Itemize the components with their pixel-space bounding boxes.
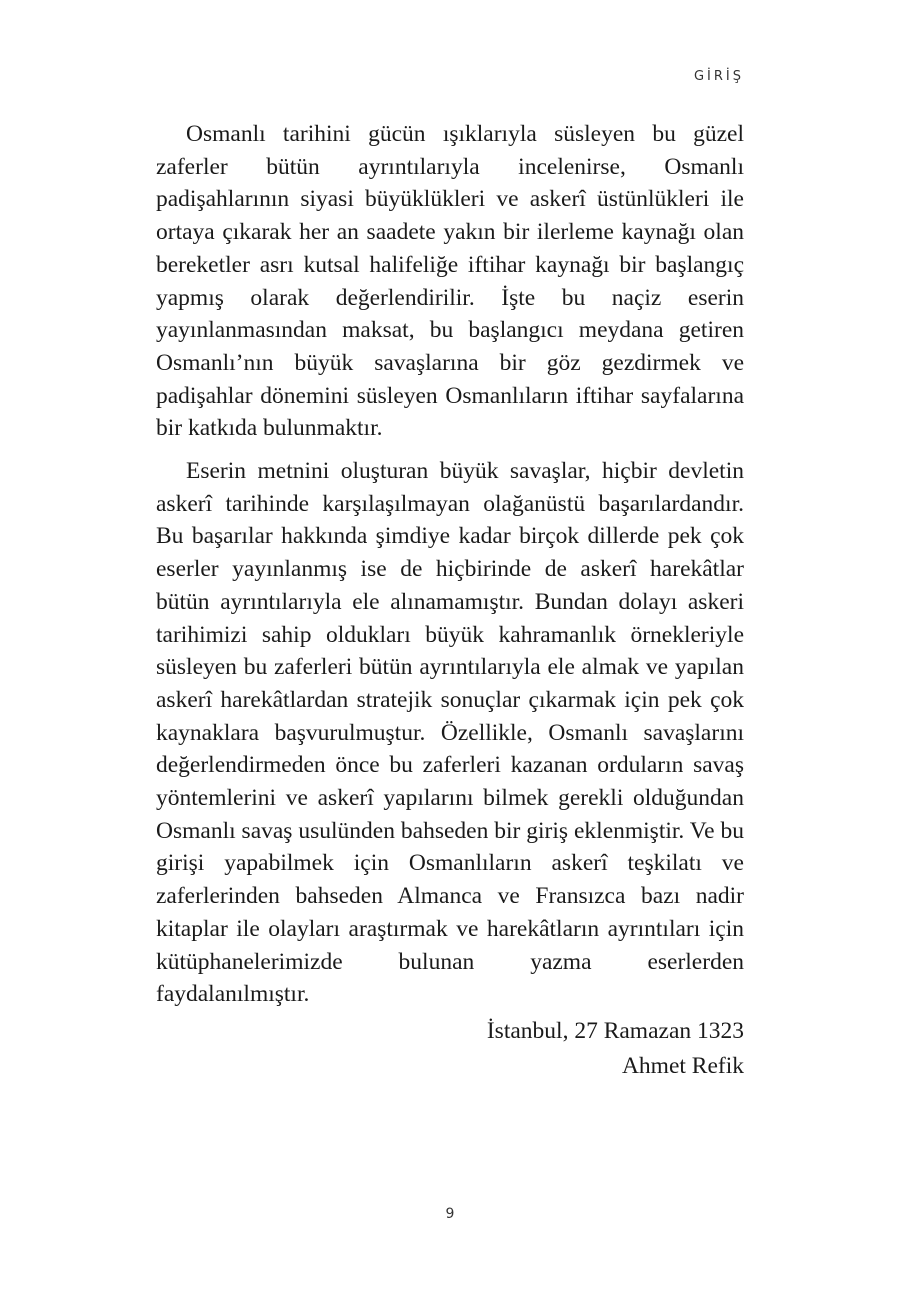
signature-author: Ahmet Refik bbox=[621, 1052, 744, 1079]
main-text bbox=[156, 118, 744, 1084]
paragraph-2: Eserin metnini oluşturan büyük savaşlar, hiçbir devletin askerî tarihinde karşılaşılmayan olağanüstü başarılardandır. Bu başarılar hakkında şimdiye kadar birçok dillerde pek çok eserler yayınlanmış ise de hiçbirinde de askerî harekâtlar bütün ayrıntılarıyla ele alınamamıştır. Bundan dolayı askeri tarihimizi sahip oldukları büyük kahramanlık örnekleriyle süsleyen bu zaferleri bütün ayrıntılarıyla ele almak ve yapılan askerî harekâtlardan stratejik sonuçlar çıkarmak için pek çok kaynaklara başvurulmuştur. Özellikle, Osmanlı savaşlarını değerlendirmeden önce bu zaferleri kazanan orduların savaş yöntemlerini ve askerî yapılarını bilmek gerekli olduğundan Osmanlı savaş usulünden bahseden bir giriş eklenmiştir. Ve bu girişi yapabilmek için Osmanlıların askerî teşkilatı ve zaferlerinden bahseden Almanca ve Fransızca bazı nadir kitaplar ile olayları araştırmak ve harekâtların ayrıntıları için kütüphanelerimizde bulunan yazma eserlerden faydalanılmıştır. bbox=[156, 458, 744, 1008]
signature-place-date: İstanbul, 27 Ramazan 1323 bbox=[486, 1017, 744, 1044]
page-number: 9 bbox=[445, 1206, 455, 1222]
paragraph-1: Osmanlı tarihini gücün ışıklarıyla süsleyen bu güzel zaferler bütün ayrıntılarıyla incelenirse, Osmanlı padişahlarının siyasi büyüklükleri ve askerî üstünlükleri ile ortaya çıkarak her an saadete yakın bir ilerleme kaynağı olan bereketler asrı kutsal halifeliğe iftihar kaynağı bir başlangıç yapmış olarak değerlendirilir. İşte bu naçiz eserin yayınlanmasından maksat, bu başlangıcı meydana getiren Osmanlı’nın büyük savaşlarına bir göz gezdirmek ve padişahlar dönemini süsleyen Osmanlıların iftihar sayfalarına bir katkıda bulunmaktır. bbox=[156, 121, 744, 442]
signature-block bbox=[156, 1014, 744, 1084]
running-head-title: GİRİŞ bbox=[693, 69, 744, 84]
